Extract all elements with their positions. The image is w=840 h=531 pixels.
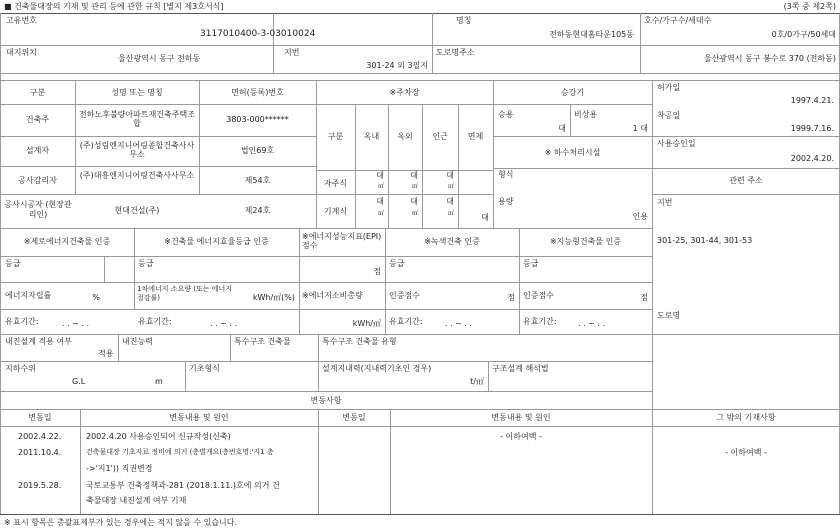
sewage-capacity-label: 용량 bbox=[498, 197, 514, 206]
sewage-title: ※ 하수처리시설 bbox=[544, 148, 601, 157]
green-validity-label: 유효기간: bbox=[389, 317, 423, 326]
smart-validity-value: . . ~ . . bbox=[578, 319, 606, 328]
change-content-3-line1: 국토교통부 건축정책과-281 (2018.1.11.)호에 의거 건 bbox=[86, 481, 280, 490]
energy-efficiency-validity-value: . . ~ . . bbox=[210, 319, 238, 328]
role-owner: 건축주 bbox=[25, 115, 50, 124]
role-contractor: 공사시공자 (현장관리인) bbox=[4, 200, 72, 219]
seismic-design-label: 내진설계 적용 여부 bbox=[5, 337, 72, 346]
foundation-type-label: 기초형식 bbox=[189, 364, 220, 373]
exempt-count-unit: 대 bbox=[481, 213, 489, 222]
mech-outdoor-area-unit: ㎡ bbox=[411, 210, 418, 217]
change-content-2-line1: 건축물대장 기초자료 정비에 의거 (층별개요(층번호명:'지1 층 bbox=[86, 448, 274, 456]
epi-score-label: ※에너지성능지표(EPI) 점수 bbox=[302, 232, 382, 250]
changes-col-content-2: 변동내용 및 원인 bbox=[491, 413, 551, 422]
parking-col-indoor: 옥내 bbox=[363, 132, 380, 141]
role-designer: 설계자 bbox=[25, 146, 50, 155]
groundwater-level-label: 지하수위 bbox=[5, 364, 36, 373]
groundwater-gl: G.L bbox=[72, 377, 86, 386]
lot-number-label: 지번 bbox=[284, 48, 300, 57]
approval-date-value: 2002.4.20. bbox=[790, 154, 834, 163]
other-notes-header: 그 밖의 기재사항 bbox=[716, 413, 776, 422]
mech-indoor-count-unit: 대 bbox=[376, 197, 384, 206]
col-license-header: 면허(등록)번호 bbox=[231, 88, 284, 97]
energy-efficiency-grade: 등급 bbox=[138, 259, 154, 268]
mech-nearby-count-unit: 대 bbox=[446, 197, 454, 206]
road-address-label: 도로명주소 bbox=[436, 48, 475, 57]
elevator-emergency-label: 비상용 bbox=[574, 110, 598, 119]
smart-validity-label: 유효기간: bbox=[523, 317, 557, 326]
change-content-2-line2: ->'지1')) 직권변경 bbox=[86, 464, 153, 473]
mech-indoor-area-unit: ㎡ bbox=[377, 210, 384, 217]
zero-energy-validity-label: 유효기간: bbox=[5, 317, 39, 326]
owner-name: 전하노후불량아파트재건축주택조합 bbox=[79, 110, 195, 128]
contractor-license: 제24호 bbox=[244, 206, 271, 215]
site-location-value: 울산광역시 동구 전하동 bbox=[118, 54, 201, 63]
design-bearing-capacity-label: 설계지내력(지내력기초인 경우) bbox=[322, 364, 432, 373]
self-outdoor-count-unit: 대 bbox=[410, 171, 418, 180]
related-lot-value: 301-25, 301-44, 301-53 bbox=[657, 236, 753, 245]
related-road-label: 도로명 bbox=[657, 311, 681, 320]
supervisor-license: 제54호 bbox=[244, 176, 271, 185]
designer-license: 법인69호 bbox=[240, 146, 275, 155]
change-date-1: 2002.4.22. bbox=[18, 432, 62, 441]
parking-mechanical: 기계식 bbox=[323, 207, 348, 216]
groundwater-unit: m bbox=[155, 377, 163, 386]
smart-building-cert-label: ※지능형건축물 인증 bbox=[549, 237, 622, 246]
approval-date-label: 사용승인일 bbox=[657, 139, 696, 148]
smart-building-grade: 등급 bbox=[523, 259, 539, 268]
elevator-passenger-value: 대 bbox=[558, 124, 566, 133]
site-location-label: 대지위치 bbox=[6, 48, 37, 57]
special-structure-label: 특수구조 건축물 bbox=[234, 337, 291, 346]
form-regulation-title: ■ 건축물대장의 기재 및 관리 등에 관한 규칙 [별지 제3호서식] bbox=[4, 2, 224, 11]
changes-col-date: 변동일 bbox=[28, 413, 52, 422]
energy-efficiency-validity-label: 유효기간: bbox=[138, 317, 172, 326]
role-supervisor: 공사감리자 bbox=[18, 176, 57, 185]
units-label: 호수/가구수/세대수 bbox=[644, 16, 712, 25]
zero-energy-cert-label: ※제로에너지건축물 인증 bbox=[23, 237, 111, 246]
related-address-title: 관련 주소 bbox=[729, 176, 763, 185]
building-name-label: 명칭 bbox=[456, 16, 472, 25]
other-notes-end-marker: - 이하여백 - bbox=[725, 448, 767, 457]
sewage-capacity-unit: 인용 bbox=[632, 212, 648, 221]
self-outdoor-area-unit: ㎡ bbox=[411, 183, 418, 190]
primary-energy-label: 1차에너지 소요량 (또는 에너지절감률) bbox=[137, 285, 233, 302]
change-content-3-line2: 축물대장 내진설계 여부 기재 bbox=[86, 496, 187, 505]
unique-no-label: 고유번호 bbox=[6, 16, 37, 25]
contractor-name: 현대건설(주) bbox=[114, 206, 160, 215]
related-lot-label: 지번 bbox=[657, 198, 673, 207]
units-value: 0호/0가구/50세대 bbox=[771, 30, 836, 39]
sewage-type-label: 형식 bbox=[498, 170, 514, 179]
smart-cert-score-label: 인증점수 bbox=[523, 291, 554, 300]
seismic-capacity-label: 내진능력 bbox=[122, 337, 153, 346]
permit-date-label: 허가일 bbox=[657, 83, 681, 92]
permit-date-value: 1997.4.21. bbox=[790, 96, 834, 105]
change-date-3: 2019.5.28. bbox=[18, 481, 62, 490]
mech-outdoor-count-unit: 대 bbox=[410, 197, 418, 206]
construction-start-label: 착공일 bbox=[657, 111, 681, 120]
energy-consumption-label: ※에너지소비총량 bbox=[302, 291, 363, 300]
self-nearby-count-unit: 대 bbox=[446, 171, 454, 180]
change-content-1: 2002.4.20 사용승인되어 신규작성(신축) bbox=[86, 432, 231, 441]
construction-start-value: 1999.7.16. bbox=[790, 124, 834, 133]
seismic-design-value: 적용 bbox=[98, 349, 114, 358]
owner-license: 3803-000****** bbox=[226, 115, 289, 124]
building-name-value: 전하동현대홈타운105동 bbox=[549, 30, 634, 39]
self-indoor-area-unit: ㎡ bbox=[377, 183, 384, 190]
col-category-header: 구분 bbox=[29, 88, 46, 97]
footer-note: ※ 표시 항목은 총괄표제부가 있는 경우에는 적지 않을 수 있습니다. bbox=[4, 518, 238, 527]
structural-analysis-label: 구조설계 해석법 bbox=[492, 364, 549, 373]
self-indoor-count-unit: 대 bbox=[376, 171, 384, 180]
primary-energy-unit: kWh/㎡(%) bbox=[252, 293, 295, 302]
energy-efficiency-cert-label: ※건축물 에너지효율등급 인증 bbox=[164, 237, 269, 246]
mech-nearby-area-unit: ㎡ bbox=[447, 210, 454, 217]
elevator-title: 승강기 bbox=[560, 88, 585, 97]
self-nearby-area-unit: ㎡ bbox=[447, 183, 454, 190]
parking-self: 자주식 bbox=[323, 179, 348, 188]
green-building-cert-label: ※녹색건축 인증 bbox=[424, 237, 480, 246]
energy-self-rate-label: 에너지자립률 bbox=[5, 291, 52, 300]
changes-end-marker: - 이하여백 - bbox=[500, 432, 542, 441]
designer-name: (주)성림엔지니어링종합건축사사무소 bbox=[79, 141, 195, 159]
col-name-header: 성명 또는 명칭 bbox=[111, 88, 163, 97]
elevator-passenger-label: 승용 bbox=[498, 110, 514, 119]
green-validity-value: . . ~ . . bbox=[445, 319, 473, 328]
green-building-grade: 등급 bbox=[389, 259, 405, 268]
parking-col-exempt: 면제 bbox=[467, 132, 484, 141]
green-cert-score-unit: 점 bbox=[507, 293, 515, 302]
change-date-2: 2011.10.4. bbox=[18, 448, 62, 457]
zero-energy-validity-value: . . ~ . . bbox=[62, 319, 90, 328]
epi-score-unit: 점 bbox=[373, 267, 381, 276]
parking-title: ※주차장 bbox=[389, 88, 420, 97]
smart-cert-score-unit: 점 bbox=[640, 293, 648, 302]
lot-number-value: 301-24 외 3필지 bbox=[366, 61, 428, 70]
design-bearing-capacity-unit: t/㎡ bbox=[470, 377, 484, 386]
energy-self-rate-unit: % bbox=[92, 293, 100, 302]
zero-energy-grade: 등급 bbox=[5, 259, 21, 268]
changes-col-date-2: 변동일 bbox=[342, 413, 366, 422]
page-info: (3쪽 중 제2쪽) bbox=[783, 2, 836, 11]
parking-col-outdoor: 옥외 bbox=[397, 132, 413, 141]
green-cert-score-label: 인증점수 bbox=[389, 291, 420, 300]
changes-title: 변동사항 bbox=[310, 396, 342, 405]
elevator-emergency-value: 1 대 bbox=[632, 124, 648, 133]
changes-col-content: 변동내용 및 원인 bbox=[169, 413, 229, 422]
energy-consumption-unit: kWh/㎡ bbox=[352, 319, 381, 328]
road-address-value: 울산광역시 동구 봉수로 370 (전하동) bbox=[703, 54, 836, 63]
supervisor-name: (주)대흥엔지니어링건축사사무소 bbox=[79, 171, 195, 180]
parking-col-nearby: 인근 bbox=[432, 132, 448, 141]
parking-col-category: 구분 bbox=[327, 132, 344, 141]
unique-no-value: 3117010400-3-03010024 bbox=[200, 29, 316, 39]
special-structure-type-label: 특수구조 건축물 유형 bbox=[322, 337, 397, 346]
